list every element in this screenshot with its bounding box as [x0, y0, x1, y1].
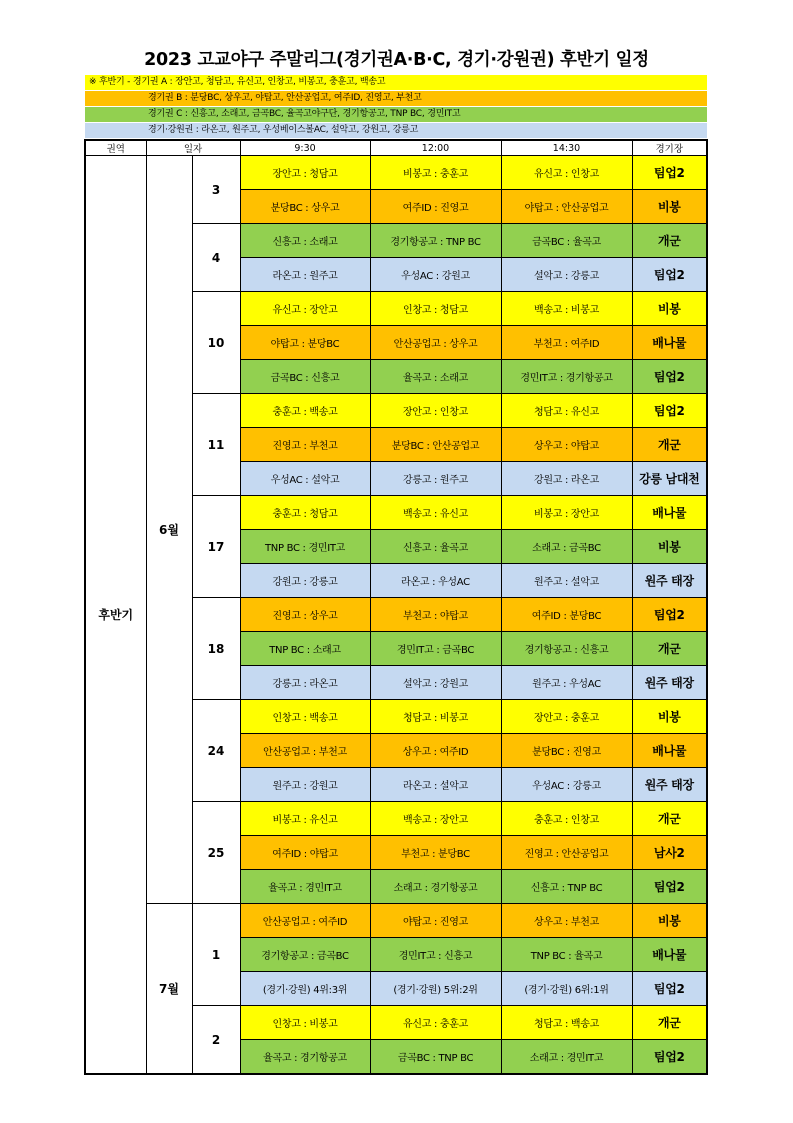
game-1430: 상우고 : 야탑고 [501, 428, 632, 462]
month-cell: 7월 [146, 904, 192, 1075]
game-1200: 백송고 : 유신고 [370, 496, 501, 530]
game-1430: 소래고 : 경민IT고 [501, 1040, 632, 1075]
venue-cell: 배나물 [632, 938, 707, 972]
game-0930: 야탑고 : 분당BC [240, 326, 370, 360]
venue-cell: 개군 [632, 224, 707, 258]
day-cell: 1 [192, 904, 240, 1006]
game-1200: 강릉고 : 원주고 [370, 462, 501, 496]
day-cell: 4 [192, 224, 240, 292]
game-0930: 충훈고 : 백송고 [240, 394, 370, 428]
game-0930: 경기항공고 : 금곡BC [240, 938, 370, 972]
venue-cell: 개군 [632, 428, 707, 462]
venue-cell: 팀업2 [632, 1040, 707, 1075]
game-1430: 금곡BC : 율곡고 [501, 224, 632, 258]
venue-cell: 개군 [632, 632, 707, 666]
header-time-3: 14:30 [501, 140, 632, 156]
game-1430: 야탑고 : 안산공업고 [501, 190, 632, 224]
game-1200: (경기·강원) 5위:2위 [370, 972, 501, 1006]
game-1430: 비봉고 : 장안고 [501, 496, 632, 530]
header-region: 권역 [85, 140, 146, 156]
legend-group-a: ※ 후반기 - 경기권 A : 장안고, 청담고, 유신고, 인창고, 비봉고, 충훈고, 백송고 [85, 75, 707, 90]
legend-group-b: 경기권 B : 분당BC, 상우고, 야탑고, 안산공업고, 여주ID, 진영고, 부천고 [85, 91, 707, 106]
game-1200: 부천고 : 분당BC [370, 836, 501, 870]
game-0930: 우성AC : 설악고 [240, 462, 370, 496]
game-1430: 부천고 : 여주ID [501, 326, 632, 360]
game-1430: 강원고 : 라온고 [501, 462, 632, 496]
venue-cell: 팀업2 [632, 870, 707, 904]
game-1430: TNP BC : 율곡고 [501, 938, 632, 972]
game-1200: 경기항공고 : TNP BC [370, 224, 501, 258]
legend-group-gangwon: 경기·강원권 : 라온고, 원주고, 우성베이스볼AC, 설악고, 강원고, 강릉고 [85, 123, 707, 138]
game-1200: 율곡고 : 소래고 [370, 360, 501, 394]
day-cell: 2 [192, 1006, 240, 1075]
game-1200: 청담고 : 비봉고 [370, 700, 501, 734]
venue-cell: 남사2 [632, 836, 707, 870]
venue-cell: 팀업2 [632, 156, 707, 190]
venue-cell: 비봉 [632, 530, 707, 564]
game-0930: 강원고 : 강릉고 [240, 564, 370, 598]
venue-cell: 팀업2 [632, 972, 707, 1006]
venue-cell: 원주 태장 [632, 666, 707, 700]
venue-cell: 개군 [632, 1006, 707, 1040]
venue-cell: 비봉 [632, 292, 707, 326]
game-1200: 경민IT고 : 신흥고 [370, 938, 501, 972]
game-0930: 안산공업고 : 부천고 [240, 734, 370, 768]
game-0930: 신흥고 : 소래고 [240, 224, 370, 258]
game-1430: 우성AC : 강릉고 [501, 768, 632, 802]
game-0930: 진영고 : 부천고 [240, 428, 370, 462]
game-0930: 장안고 : 청담고 [240, 156, 370, 190]
venue-cell: 배나물 [632, 326, 707, 360]
venue-cell: 팀업2 [632, 360, 707, 394]
game-0930: 강릉고 : 라온고 [240, 666, 370, 700]
venue-cell: 팀업2 [632, 258, 707, 292]
day-cell: 3 [192, 156, 240, 224]
game-1430: 설악고 : 강릉고 [501, 258, 632, 292]
game-0930: 라온고 : 원주고 [240, 258, 370, 292]
page-title: 2023 고교야구 주말리그(경기권A·B·C, 경기·강원권) 후반기 일정 [144, 50, 649, 70]
venue-cell: 원주 태장 [632, 768, 707, 802]
header-date: 일자 [146, 140, 240, 156]
game-0930: TNP BC : 소래고 [240, 632, 370, 666]
game-1430: 백송고 : 비봉고 [501, 292, 632, 326]
schedule-row [85, 156, 707, 190]
game-1430: 장안고 : 충훈고 [501, 700, 632, 734]
game-0930: 율곡고 : 경기항공고 [240, 1040, 370, 1075]
venue-cell: 원주 태장 [632, 564, 707, 598]
legend-group-c: 경기권 C : 신흥고, 소래고, 금곡BC, 율곡고야구단, 경기항공고, TNP BC, 경민IT고 [85, 107, 707, 122]
game-1200: 부천고 : 야탑고 [370, 598, 501, 632]
game-0930: 인창고 : 백송고 [240, 700, 370, 734]
day-cell: 10 [192, 292, 240, 394]
game-1430: 여주ID : 분당BC [501, 598, 632, 632]
game-1430: 원주고 : 우성AC [501, 666, 632, 700]
game-1430: 경기항공고 : 신흥고 [501, 632, 632, 666]
schedule-row [85, 904, 707, 938]
game-1430: 상우고 : 부천고 [501, 904, 632, 938]
game-1200: 장안고 : 인창고 [370, 394, 501, 428]
game-0930: 비봉고 : 유신고 [240, 802, 370, 836]
day-cell: 17 [192, 496, 240, 598]
game-1200: 여주ID : 진영고 [370, 190, 501, 224]
game-1430: 신흥고 : TNP BC [501, 870, 632, 904]
day-cell: 24 [192, 700, 240, 802]
game-1430: 청담고 : 유신고 [501, 394, 632, 428]
game-1430: 충훈고 : 인창고 [501, 802, 632, 836]
venue-cell: 팀업2 [632, 598, 707, 632]
schedule-table [84, 139, 708, 1075]
header-row [85, 140, 707, 156]
game-1430: 경민IT고 : 경기항공고 [501, 360, 632, 394]
game-0930: 분당BC : 상우고 [240, 190, 370, 224]
game-0930: 율곡고 : 경민IT고 [240, 870, 370, 904]
venue-cell: 배나물 [632, 734, 707, 768]
game-1200: 백송고 : 장안고 [370, 802, 501, 836]
header-time-1: 9:30 [240, 140, 370, 156]
game-1200: 경민IT고 : 금곡BC [370, 632, 501, 666]
day-cell: 25 [192, 802, 240, 904]
game-1200: 라온고 : 우성AC [370, 564, 501, 598]
day-cell: 11 [192, 394, 240, 496]
game-0930: 진영고 : 상우고 [240, 598, 370, 632]
header-time-2: 12:00 [370, 140, 501, 156]
game-1200: 안산공업고 : 상우고 [370, 326, 501, 360]
game-1430: 분당BC : 진영고 [501, 734, 632, 768]
game-1430: (경기·강원) 6위:1위 [501, 972, 632, 1006]
game-1200: 금곡BC : TNP BC [370, 1040, 501, 1075]
game-1200: 야탑고 : 진영고 [370, 904, 501, 938]
game-1430: 원주고 : 설악고 [501, 564, 632, 598]
header-venue: 경기장 [632, 140, 707, 156]
game-1200: 소래고 : 경기항공고 [370, 870, 501, 904]
venue-cell: 강릉 남대천 [632, 462, 707, 496]
game-0930: 금곡BC : 신흥고 [240, 360, 370, 394]
game-1430: 진영고 : 안산공업고 [501, 836, 632, 870]
game-1430: 유신고 : 인창고 [501, 156, 632, 190]
game-0930: 인창고 : 비봉고 [240, 1006, 370, 1040]
game-1200: 비봉고 : 충훈고 [370, 156, 501, 190]
game-1430: 청담고 : 백송고 [501, 1006, 632, 1040]
venue-cell: 배나물 [632, 496, 707, 530]
venue-cell: 개군 [632, 802, 707, 836]
game-0930: (경기·강원) 4위:3위 [240, 972, 370, 1006]
game-1200: 인창고 : 청담고 [370, 292, 501, 326]
month-cell: 6월 [146, 156, 192, 904]
game-1200: 우성AC : 강원고 [370, 258, 501, 292]
venue-cell: 비봉 [632, 190, 707, 224]
game-0930: 원주고 : 강원고 [240, 768, 370, 802]
game-0930: TNP BC : 경민IT고 [240, 530, 370, 564]
game-1200: 상우고 : 여주ID [370, 734, 501, 768]
game-1200: 분당BC : 안산공업고 [370, 428, 501, 462]
venue-cell: 팀업2 [632, 394, 707, 428]
day-cell: 18 [192, 598, 240, 700]
season-cell: 후반기 [85, 156, 146, 1075]
game-1200: 라온고 : 설악고 [370, 768, 501, 802]
venue-cell: 비봉 [632, 700, 707, 734]
game-1200: 설악고 : 강원고 [370, 666, 501, 700]
game-0930: 유신고 : 장안고 [240, 292, 370, 326]
venue-cell: 비봉 [632, 904, 707, 938]
game-1430: 소래고 : 금곡BC [501, 530, 632, 564]
game-0930: 여주ID : 야탑고 [240, 836, 370, 870]
game-0930: 안산공업고 : 여주ID [240, 904, 370, 938]
game-1200: 신흥고 : 율곡고 [370, 530, 501, 564]
game-0930: 충훈고 : 청담고 [240, 496, 370, 530]
game-1200: 유신고 : 충훈고 [370, 1006, 501, 1040]
